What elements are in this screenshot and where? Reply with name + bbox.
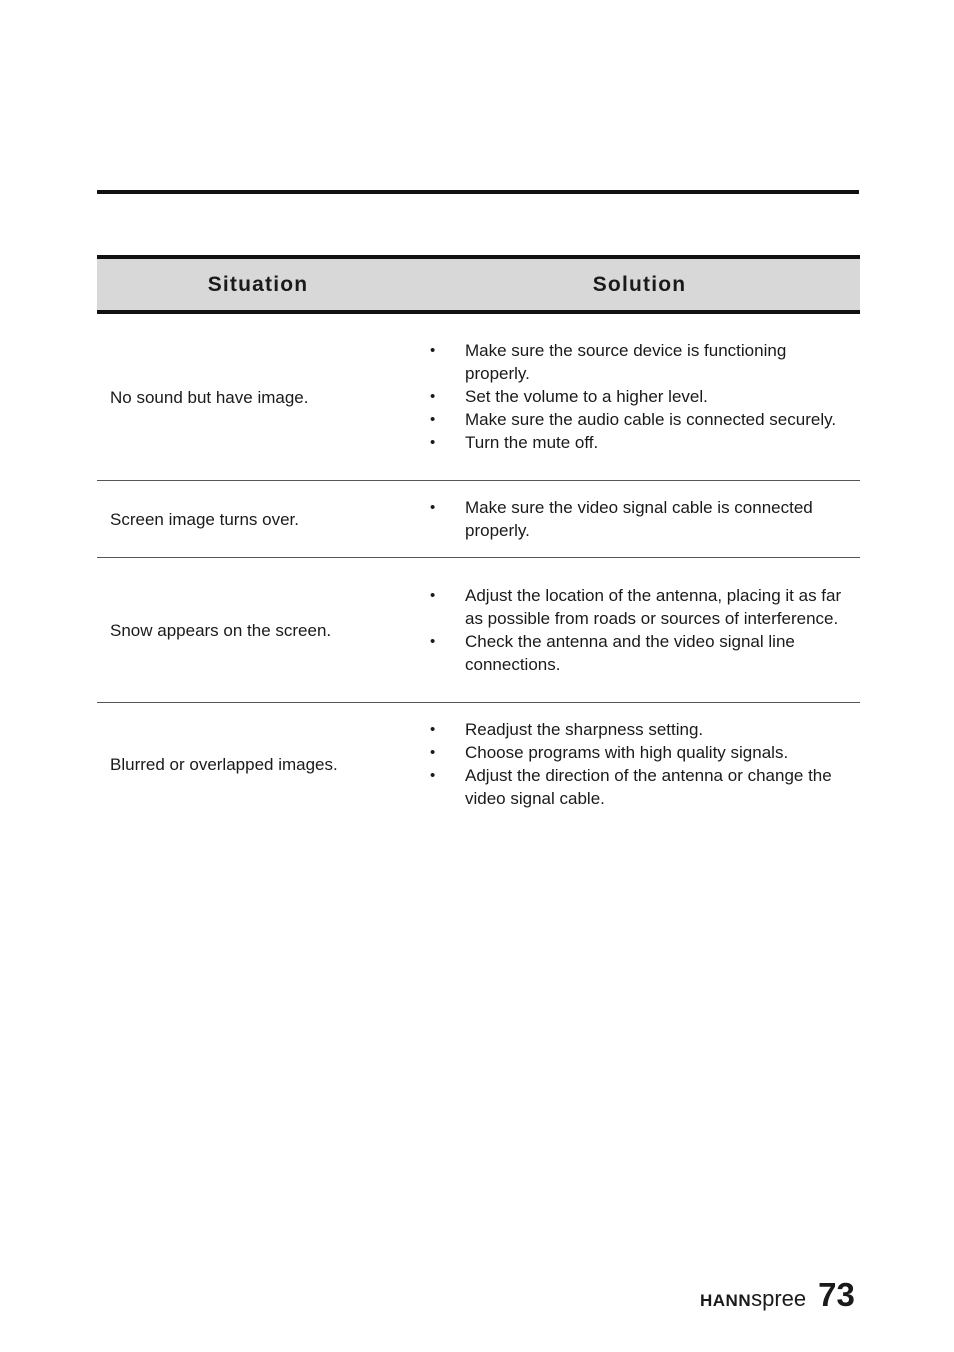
table-row [97,558,860,703]
solution-item: • Make sure the video signal cable is connected properly. [419,496,846,542]
solution-item: • Readjust the sharpness setting. [419,718,846,741]
solution-item: • Choose programs with high quality signals. [419,741,846,764]
troubleshooting-table [97,255,860,826]
brand-logo [700,1286,818,1312]
situation-cell: No sound but have image. [97,312,419,481]
solution-cell [419,703,860,827]
table-row [97,312,860,481]
situation-cell: Blurred or overlapped images. [110,755,338,774]
header-situation: Situation [97,257,419,312]
solution-item: • Turn the mute off. [419,431,846,454]
solution-list [419,584,846,676]
solution-item: • Set the volume to a higher level. [419,385,846,408]
top-rule [97,190,859,194]
header-solution: Solution [419,257,860,312]
solution-item: • Make sure the source device is functioning properly. [419,339,846,385]
brand-logo-bold: HANN [700,1291,752,1310]
table-row [97,481,860,558]
solution-item: • Adjust the location of the antenna, placing it as far as possible from roads or sources of interference. [419,584,846,630]
situation-cell: Screen image turns over. [97,481,419,558]
solution-item: • Check the antenna and the video signal line connections. [419,630,846,676]
brand-logo-light: spree [751,1286,807,1311]
solution-item: • Adjust the direction of the antenna or change the video signal cable. [419,764,846,810]
page-number: 73 [818,1276,855,1313]
footer [700,1276,855,1312]
table-row [97,703,860,827]
table-header-row [97,257,860,312]
solution-list [419,718,846,810]
solution-cell [419,558,860,703]
solution-cell [419,312,860,481]
situation-cell: Snow appears on the screen. [97,558,419,703]
solution-list [419,496,846,542]
solution-item: • Make sure the audio cable is connected securely. [419,408,846,431]
solution-cell [419,481,860,558]
solution-list [419,339,846,454]
